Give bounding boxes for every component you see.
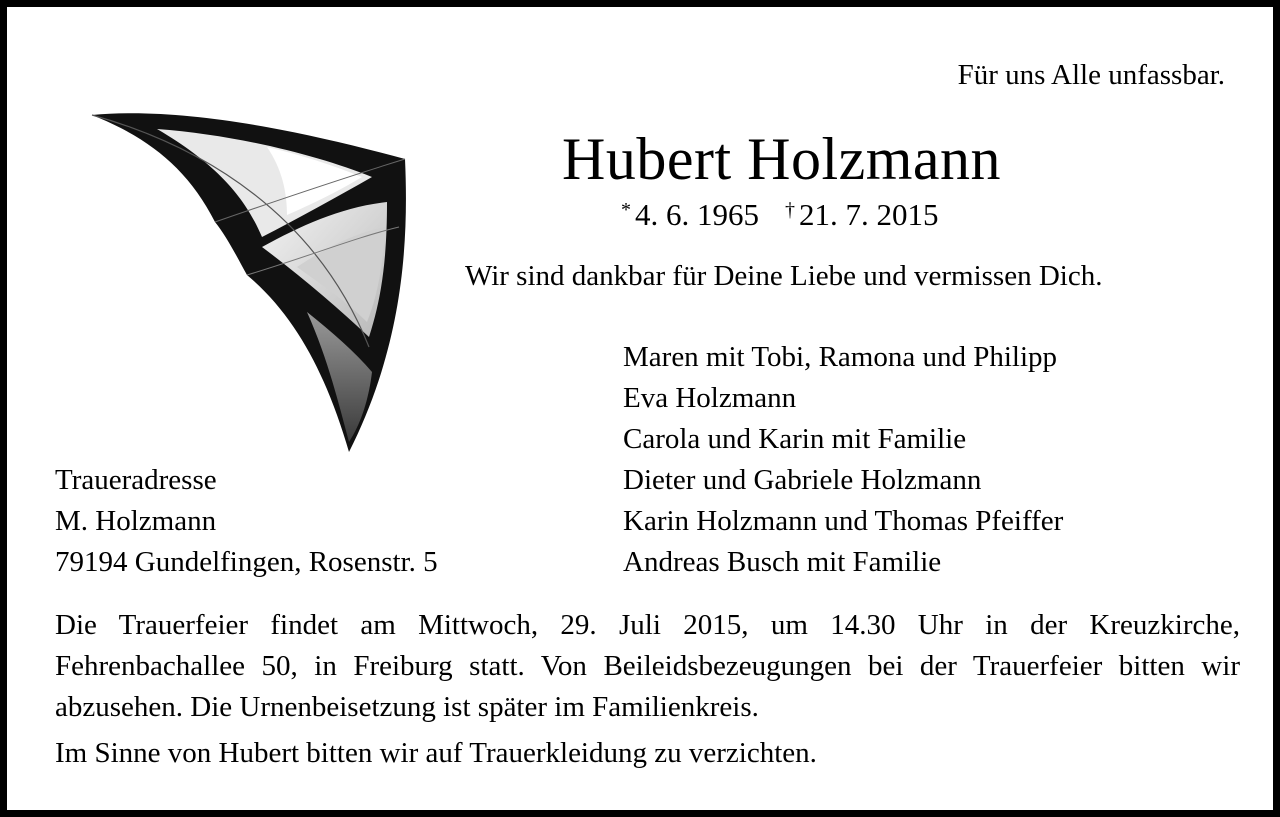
- mourner-line: Carola und Karin mit Familie: [623, 423, 967, 455]
- mourning-address: [55, 460, 438, 583]
- closing-text: Im Sinne von Hubert bitten wir auf Trauerkleidung zu verzichten.: [55, 737, 817, 769]
- address-street: 79194 Gundelfingen, Rosenstr. 5: [55, 546, 438, 578]
- mourner-line: Maren mit Tobi, Ramona und Philipp: [623, 341, 1058, 373]
- mourner-line: Dieter und Gabriele Holzmann: [623, 464, 982, 496]
- thanks-text: Wir sind dankbar für Deine Liebe und vermissen Dich.: [465, 260, 1103, 292]
- motto-text: Für uns Alle unfassbar.: [957, 59, 1225, 91]
- mourner-line: Karin Holzmann und Thomas Pfeiffer: [623, 505, 1064, 537]
- mourner-line: Andreas Busch mit Familie: [623, 546, 942, 578]
- funeral-notice-text: Die Trauerfeier findet am Mittwoch, 29. Juli 2015, um 14.30 Uhr in der Kreuzkirche, Fehrenbachallee 50, in Freiburg statt. Von Beileidsbezeugungen bei der Trauerfeier bitten wir abzusehen. Die Urnenbeisetzung ist später im Familienkreis.: [55, 609, 1240, 723]
- mourner-line: Eva Holzmann: [623, 382, 797, 414]
- life-dates: [621, 197, 939, 233]
- death-symbol: †: [785, 199, 795, 221]
- mourners-list: [623, 337, 1063, 583]
- deceased-name: Hubert Holzmann: [562, 126, 1002, 192]
- address-name: M. Holzmann: [55, 505, 217, 537]
- address-heading: Traueradresse: [55, 464, 217, 496]
- birth-symbol: *: [621, 199, 631, 221]
- birth-date: 4. 6. 1965: [635, 197, 759, 232]
- death-date: 21. 7. 2015: [799, 197, 939, 232]
- kite-icon: [87, 107, 417, 467]
